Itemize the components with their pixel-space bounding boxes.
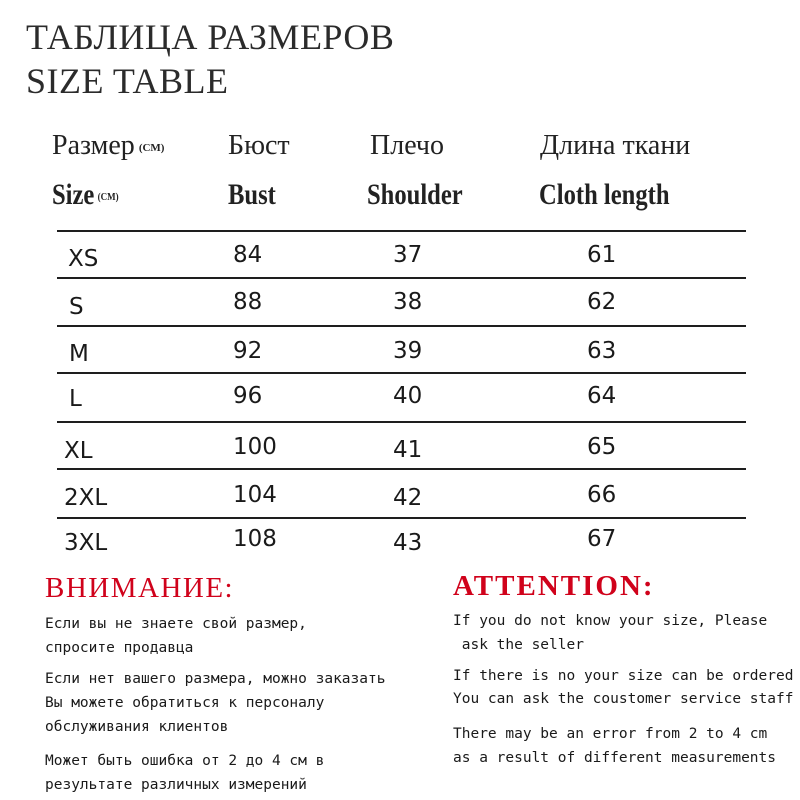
table-cell-length: 65 <box>587 434 617 460</box>
table-cell-size: 2XL <box>64 485 108 511</box>
attention-note-ru: Может быть ошибка от 2 до 4 см в <box>45 753 325 769</box>
header-size-en-unit: (CM) <box>97 191 119 204</box>
table-cell-bust: 104 <box>233 482 277 508</box>
header-size-en: Size (CM) <box>52 178 119 211</box>
table-cell-length: 66 <box>587 482 617 508</box>
table-cell-bust: 96 <box>233 383 263 409</box>
page-title-ru: ТАБЛИЦА РАЗМЕРОВ <box>26 17 395 57</box>
header-bust-en: Bust <box>228 178 276 211</box>
table-cell-bust: 88 <box>233 289 263 315</box>
table-cell-bust: 108 <box>233 526 277 552</box>
header-shoulder-ru: Плечо <box>370 130 445 161</box>
table-cell-length: 63 <box>587 338 617 364</box>
attention-note-en: ask the seller <box>453 637 584 653</box>
attention-note-ru: Если вы не знаете свой размер, <box>45 616 307 632</box>
table-cell-size: XS <box>68 246 99 272</box>
header-size-ru: Размер (CM) <box>52 130 165 161</box>
table-cell-shoulder: 41 <box>393 437 423 463</box>
attention-note-en: If you do not know your size, Please <box>453 613 768 629</box>
attention-note-en: There may be an error from 2 to 4 cm <box>453 726 768 742</box>
attention-note-ru: спросите продавца <box>45 640 194 656</box>
attention-note-en: If there is no your size can be ordered <box>453 668 794 684</box>
table-rule <box>57 325 746 327</box>
table-cell-shoulder: 40 <box>393 383 423 409</box>
attention-note-ru: Если нет вашего размера, можно заказать <box>45 671 386 687</box>
table-cell-shoulder: 37 <box>393 242 423 268</box>
header-length-en: Cloth length <box>539 178 670 211</box>
table-cell-shoulder: 43 <box>393 530 423 556</box>
table-cell-length: 61 <box>587 242 617 268</box>
attention-note-ru: обслуживания клиентов <box>45 719 229 735</box>
header-bust-ru: Бюст <box>228 130 290 161</box>
table-cell-bust: 100 <box>233 434 277 460</box>
header-size-ru-unit: (CM) <box>138 141 165 154</box>
table-rule <box>57 517 746 519</box>
table-cell-size: L <box>69 386 82 412</box>
table-cell-length: 64 <box>587 383 617 409</box>
table-cell-size: S <box>69 294 84 320</box>
table-cell-shoulder: 42 <box>393 485 423 511</box>
header-length-ru: Длина ткани <box>540 130 691 161</box>
attention-title-ru: ВНИМАНИЕ: <box>45 572 235 604</box>
table-cell-size: 3XL <box>64 530 108 556</box>
table-rule <box>57 277 746 279</box>
attention-title-en: ATTENTION: <box>453 570 655 602</box>
table-rule <box>57 372 746 374</box>
table-cell-length: 62 <box>587 289 617 315</box>
table-cell-size: XL <box>64 438 93 464</box>
table-cell-length: 67 <box>587 526 617 552</box>
attention-note-ru: Вы можете обратиться к персоналу <box>45 695 325 711</box>
header-shoulder-en: Shoulder <box>367 178 463 211</box>
attention-note-en: as a result of different measurements <box>453 750 777 766</box>
attention-note-ru: результате различных измерений <box>45 777 307 793</box>
table-cell-shoulder: 39 <box>393 338 423 364</box>
table-rule <box>57 468 746 470</box>
table-cell-shoulder: 38 <box>393 289 423 315</box>
table-cell-bust: 92 <box>233 338 263 364</box>
attention-note-en: You can ask the coustomer service staff <box>453 691 794 707</box>
table-rule <box>57 230 746 232</box>
page-title-en: SIZE TABLE <box>26 61 229 101</box>
table-cell-size: M <box>69 341 89 367</box>
table-rule <box>57 421 746 423</box>
table-cell-bust: 84 <box>233 242 263 268</box>
